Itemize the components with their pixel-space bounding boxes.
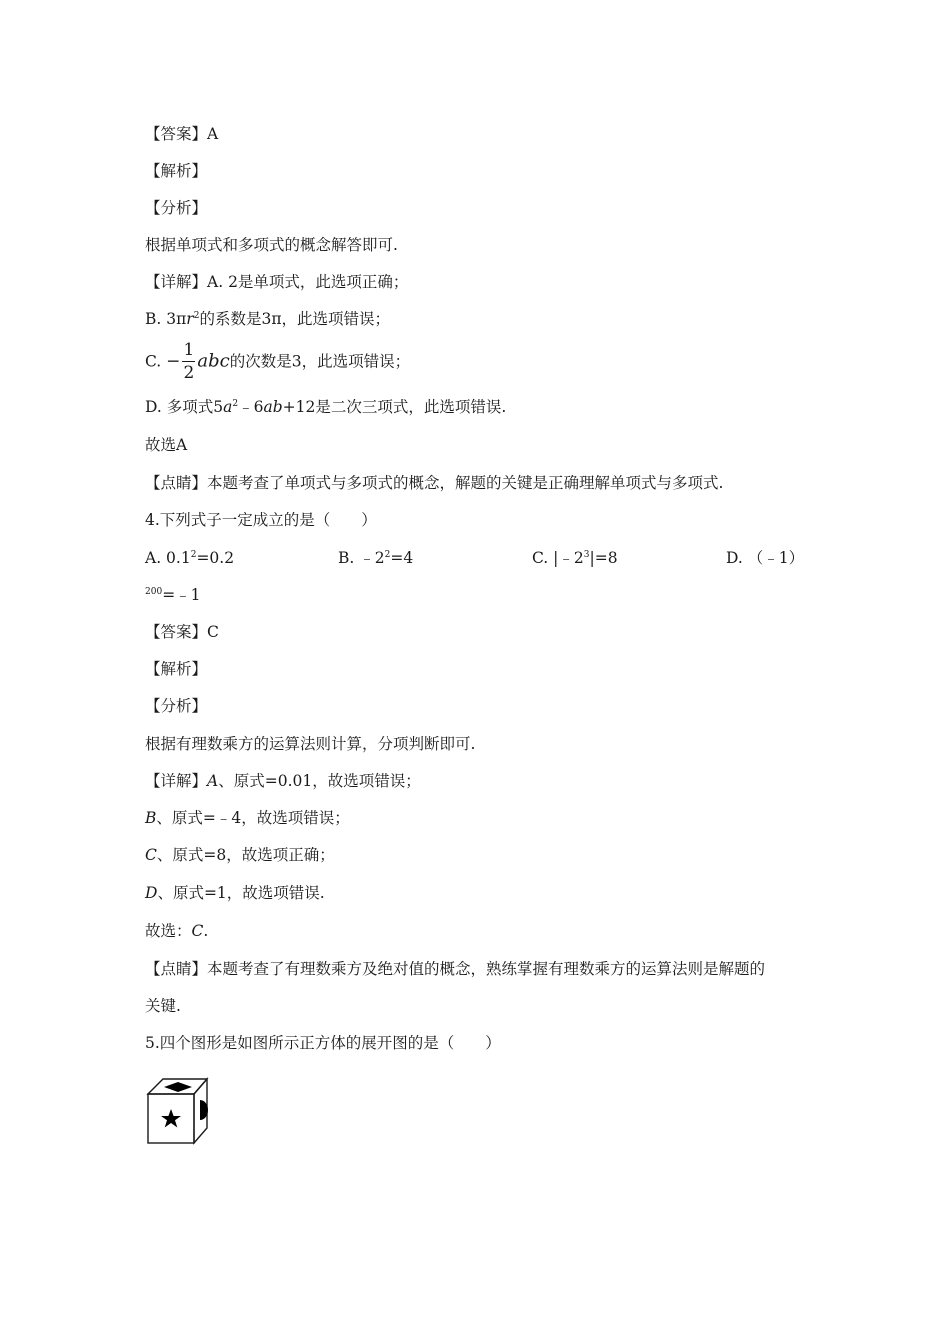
q3-fenxi-label: 【分析】: [145, 199, 208, 217]
q5-stem: 5.四个图形是如图所示正方体的展开图的是（ ）: [145, 1034, 501, 1052]
q3-c-numerator: 1: [183, 340, 195, 360]
q4-choose-post: .: [203, 922, 209, 940]
star-icon: [161, 1109, 181, 1128]
q3-method: 根据单项式和多项式的概念解答即可.: [145, 236, 398, 254]
q4-d-pre: D. （﹣1）: [726, 549, 805, 567]
q3-c-fraction: [182, 340, 195, 383]
cube-figure: [145, 1075, 211, 1147]
q4-detail-2: [145, 808, 350, 828]
q3-detail-a-text: A. 2是单项式，此选项正确；: [207, 273, 409, 291]
q3-d-exp: 2: [232, 399, 239, 409]
q4-option-b: [338, 548, 413, 568]
q3-c-minus: −: [166, 351, 181, 372]
q4-comment-line2: 关键.: [145, 997, 181, 1015]
q4-detail-label: 【详解】: [145, 772, 208, 790]
q3-comment: 【点睛】本题考查了单项式与多项式的概念，解题的关键是正确理解单项式与多项式.: [145, 474, 724, 492]
q3-d-mid: ﹣6: [238, 398, 264, 416]
q4-c-exp: 3: [583, 550, 590, 560]
q3-b-var: r: [186, 310, 194, 328]
q4-d1-text: 、原式=0.01，故选项错误；: [218, 772, 421, 790]
q4-comment-line1: 【点睛】本题考查了有理数乘方及绝对值的概念，熟练掌握有理数乘方的运算法则是解题的: [145, 960, 766, 978]
q3-d-prefix: D. 多项式5: [145, 398, 224, 416]
q4-method: 根据有理数乘方的运算法则计算，分项判断即可.: [145, 735, 476, 753]
q3-b-suffix: 的系数是3π，此选项错误；: [199, 310, 391, 328]
q3-answer: 【答案】A: [145, 125, 219, 143]
q4-choose-pre: 故选：: [145, 922, 192, 940]
q4-detail-1: [145, 771, 421, 791]
q3-b-prefix: B. 3π: [145, 310, 187, 328]
q4-c-post: |=8: [589, 549, 618, 567]
q4-answer: 【答案】C: [145, 623, 219, 641]
q4-option-d: [726, 548, 804, 568]
q4-d4-text: 、原式=1，故选项错误.: [157, 884, 325, 902]
q3-detail-label: 【详解】: [145, 273, 208, 291]
q4-a-pre: A. 0.1: [145, 549, 191, 567]
q3-choose: 故选A: [145, 436, 188, 454]
q3-c-prefix: C.: [145, 352, 162, 371]
q4-b-exp: 2: [384, 550, 391, 560]
q4-d4-var: D: [145, 884, 158, 902]
q4-a-exp: 2: [190, 550, 197, 560]
q4-d2-var: B: [145, 809, 157, 827]
q3-b-exp: 2: [193, 311, 200, 321]
q3-detail-b: [145, 309, 390, 329]
q3-detail-d: [145, 397, 506, 417]
q3-c-var: abc: [197, 350, 230, 372]
q3-detail-a: [145, 272, 408, 292]
q4-choose: [145, 921, 208, 941]
q4-d2-text: 、原式=﹣4，故选项错误；: [156, 809, 350, 827]
q3-d-a: a: [223, 398, 233, 416]
diamond-icon: [164, 1082, 192, 1092]
q3-c-denominator: 2: [183, 363, 195, 383]
q4-option-c: [532, 548, 618, 568]
q4-analysis-label: 【解析】: [145, 660, 208, 678]
q4-b-post: =4: [390, 549, 414, 567]
q4-stem: 4.下列式子一定成立的是（ ）: [145, 511, 377, 529]
q4-d3-text: 、原式=8，故选项正确；: [156, 846, 335, 864]
q4-d-post: =﹣1: [162, 586, 201, 604]
q4-d-exp: 200: [145, 587, 163, 597]
q4-choose-var: C: [191, 922, 204, 940]
q3-analysis-label: 【解析】: [145, 162, 208, 180]
q4-detail-3: [145, 845, 335, 865]
q4-c-pre: C. |﹣2: [532, 549, 584, 567]
q4-d3-var: C: [145, 846, 157, 864]
q4-option-a: [145, 548, 234, 568]
q4-b-pre: B. ﹣2: [338, 549, 385, 567]
q4-a-post: =0.2: [196, 549, 235, 567]
q3-c-suffix: 的次数是3，此选项错误；: [229, 352, 411, 371]
fraction-bar: [182, 361, 195, 362]
q3-d-suffix: +12是二次三项式，此选项错误.: [282, 398, 507, 416]
q4-fenxi-label: 【分析】: [145, 697, 208, 715]
q4-option-d-cont: [145, 585, 201, 605]
q4-d1-var: A: [207, 772, 219, 790]
q3-detail-c: [145, 340, 410, 383]
q3-d-ab: ab: [263, 398, 283, 416]
q4-detail-4: [145, 883, 325, 903]
